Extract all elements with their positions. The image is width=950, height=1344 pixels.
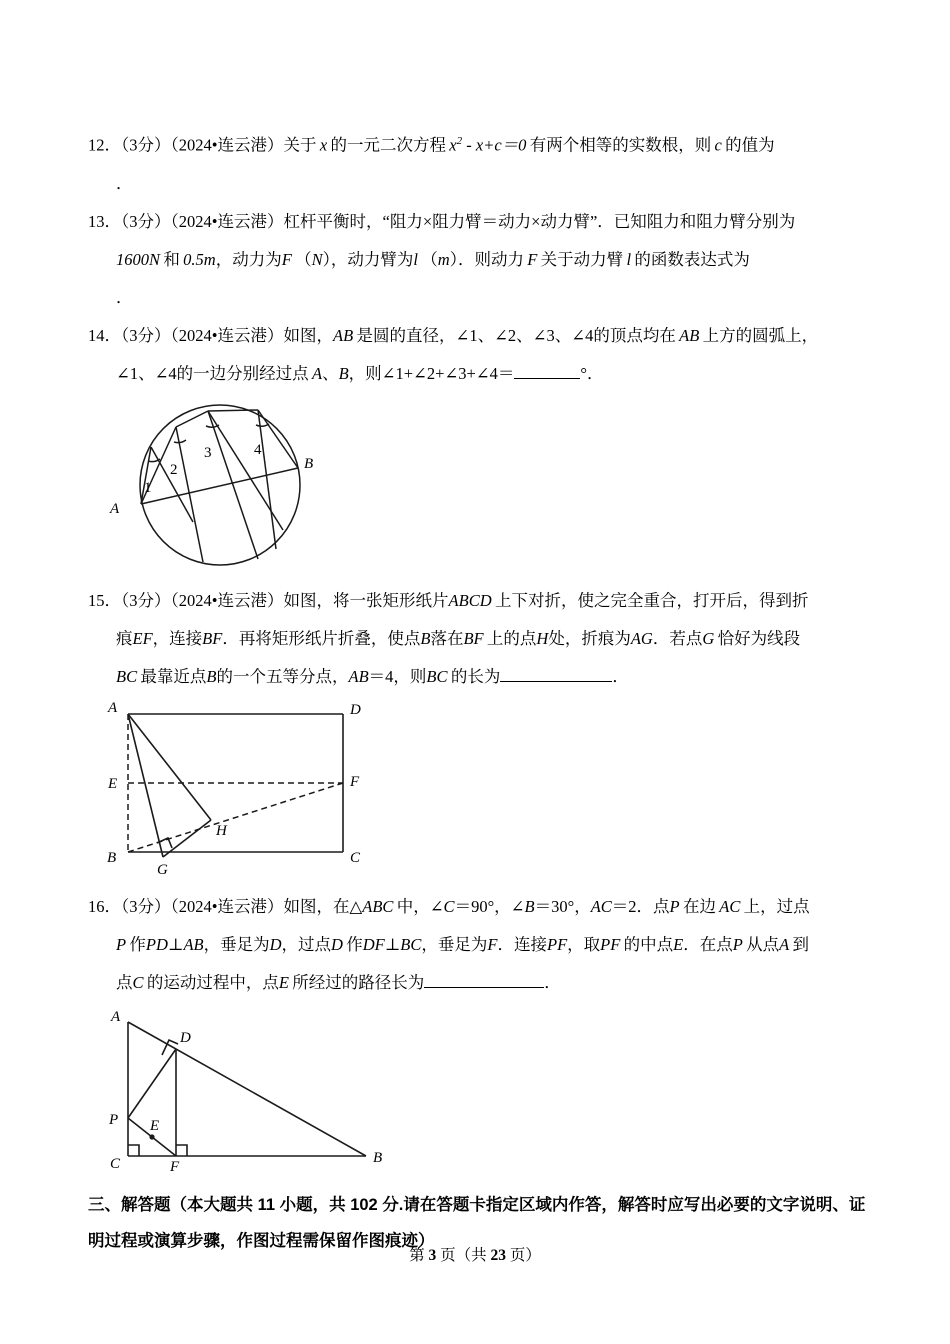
right-angle-mark-C [128,1145,139,1156]
rect-label-E: E [108,775,118,792]
question-15-text-line3-f: ． [612,666,629,686]
question-16-seg-AC: AC [590,896,612,916]
question-16-point-F: F [487,934,498,954]
circle-label-B: B [304,455,314,472]
question-12-source: （2024•连云港） [170,135,284,155]
question-12-score: （3分） [121,135,171,155]
rect-label-F: F [350,773,360,790]
question-16-point-P: P [669,896,680,916]
question-15-text-line2-a: 痕 [116,628,133,648]
question-13-var-F: F [281,249,292,269]
question-16-seg-PD: PD [145,934,168,954]
question-15-seg-EF: EF [132,628,153,648]
question-15-text-line2-h: 恰好为线段 [717,628,801,648]
question-16-angle-C: C [443,896,455,916]
page-footer [0,1243,950,1265]
question-15 [88,582,870,880]
question-14-number: 14． [88,325,121,345]
figure-folded-rectangle [98,702,870,880]
question-15-text-line2-e: 上的点 [486,628,537,648]
question-14-point-B: B [338,363,349,383]
midpoint-E-dot [149,1134,154,1139]
question-16-point-A: A [779,934,790,954]
figure-circle-inscribed-angles [98,399,870,574]
question-14-text-line2-c: ，则∠1+∠2+∠3+∠4＝ [348,363,515,383]
question-13-text-l: ）．则动力 [449,249,524,269]
question-16-text-line2-b: ⊥ [167,934,184,954]
question-16-text-b: 中，∠ [396,896,444,916]
question-16-point-E2: E [278,972,289,992]
question-13-score: （3分） [121,211,171,231]
tri-label-A: A [111,1008,121,1025]
question-16-point-P2: P [732,934,743,954]
question-15-seg-BC2: BC [426,666,448,686]
question-16-text-line3-d: ． [544,972,561,992]
question-15-body [88,582,870,696]
question-15-seg-BF: BF [202,628,223,648]
question-16-text-line3-a: 点 [116,972,133,992]
triangle-diagram-svg [98,1008,408,1173]
question-15-text-a: 如图，将一张矩形纸片 [283,590,449,610]
tri-label-B: B [373,1149,383,1166]
question-13-unit-N: N [311,249,323,269]
tri-label-E: E [150,1117,160,1134]
question-14 [88,317,870,574]
question-16-number: 16． [88,896,121,916]
side-AB [128,1022,366,1156]
rect-label-G: G [157,861,168,878]
question-16-seg-AC2: AC [719,896,741,916]
question-13-var-F2: F [527,249,538,269]
question-16-seg-PF: PF [546,934,568,954]
question-16-seg-AB: AB [183,934,204,954]
question-16-text-line2-a: 作 [129,934,146,954]
question-14-text-a: 如图， [283,325,334,345]
question-15-text-line3-d: ＝4，则 [368,666,427,686]
question-16-text-line2-m: 到 [792,934,810,954]
circle-label-angle2: 2 [170,461,178,478]
question-16-score: （3分） [121,896,171,916]
question-16 [88,888,870,1173]
question-12-text-a: 关于 [283,135,317,155]
footer-middle: 页（共 [440,1247,487,1264]
question-13-value-arm: 0.5m [183,249,216,269]
question-13-text-j: （ [421,249,438,269]
question-12 [88,122,870,203]
question-16-text-line2-d: ，过点 [281,934,332,954]
question-12-text-c: 有两个相等的实数根，则 [529,135,712,155]
question-16-text-a: 如图，在△ [283,896,363,916]
question-16-text-line2-k: ．在点 [683,934,733,954]
question-16-point-C: C [132,972,144,992]
chord-angle4-side2 [258,410,276,549]
tri-label-D: D [180,1029,191,1046]
question-13-answer-line: ． [116,287,133,307]
question-13-text-h: ），动力臂为 [322,249,414,269]
question-16-point-P-line2: P [116,934,127,954]
question-12-number: 12． [88,135,121,155]
question-16-text-d: ＝30°， [534,896,591,916]
question-16-angle-B: B [524,896,535,916]
question-14-text-line2-a: ∠1、∠4的一边分别经过点 [116,363,309,383]
question-12-var-x: x [319,135,328,155]
question-16-text-line2-i: ，取 [567,934,601,954]
circle-diagram-svg [98,399,368,574]
tri-label-P: P [109,1111,119,1128]
question-16-point-D: D [269,934,282,954]
question-15-text-line3-c: 的一个五等分点， [216,666,349,686]
rectangle-diagram-svg [98,702,388,880]
question-13-value-force: 1600N [116,249,161,269]
question-14-answer-blank[interactable] [514,378,580,379]
question-12-text-b: 的一元二次方程 [330,135,446,155]
chord-angle3-base [176,411,208,427]
diameter-AB [141,468,298,504]
question-15-number: 15． [88,590,121,610]
question-15-text-line2-b: ，连接 [152,628,203,648]
question-13-body [88,203,870,317]
question-15-text-line2-d: 落在 [430,628,464,648]
question-15-score: （3分） [121,590,171,610]
question-16-source: （2024•连云港） [170,896,284,916]
question-16-seg-PF2: PF [600,934,621,954]
question-15-text-line2-f: 处，折痕为 [548,628,631,648]
question-16-text-line3-b: 的运动过程中，点 [146,972,279,992]
footer-page-number: 3 [428,1247,437,1264]
question-12-var-c: c [714,135,722,155]
question-13-var-l: l [413,249,418,269]
question-13 [88,203,870,317]
arc-chord-top [208,410,258,411]
section-heading-line2: 明过程或演算步骤，作图过程需保留作图痕迹） [88,1231,435,1250]
question-13-text-d: ，动力为 [215,249,282,269]
question-15-seg-BF2: BF [463,628,484,648]
page-content [88,122,870,1259]
question-16-text-line2-h: ．连接 [497,934,547,954]
circle-label-angle3: 3 [204,444,212,461]
question-15-point-G: G [702,628,715,648]
circle-label-angle4: 4 [254,441,262,458]
question-12-expr-base: x [449,135,457,155]
circle-label-angle1: 1 [144,479,152,496]
question-15-point-H: H [536,628,549,648]
question-13-text-line1: 杠杆平衡时，“阻力×阻力臂＝动力×动力臂”．已知阻力和阻力臂分别为 [283,211,796,231]
question-16-point-D2: D [331,934,343,954]
question-15-text-b: 上下对折，使之完全重合，打开后，得到折 [494,590,809,610]
footer-prefix: 第 [409,1247,425,1264]
question-13-number: 13． [88,211,121,231]
question-15-point-B: B [420,628,431,648]
question-13-text-n: 关于动力臂 [540,249,624,269]
question-16-text-line3-c: 所经过的路径长为 [292,972,425,992]
question-16-seg-DF: DF [362,934,385,954]
question-13-text-p: 的函数表达式为 [634,249,750,269]
question-12-body [88,122,870,203]
question-16-body [88,888,870,1002]
angle2-arc [174,440,186,443]
question-12-expr-exponent: 2 [456,135,463,147]
angle4-arc [256,424,269,426]
circle-label-A: A [110,500,120,517]
footer-suffix: 页） [509,1247,541,1264]
question-14-score: （3分） [121,325,171,345]
question-15-seg-AB: AB [348,666,369,686]
question-16-text-g: 上，过点 [743,896,810,916]
question-15-text-line3-e: 的长为 [450,666,501,686]
question-14-source: （2024•连云港） [170,325,284,345]
chord-angle3-side1 [208,411,258,559]
rect-label-C: C [350,849,361,866]
question-16-text-line2-l: 从点 [746,934,780,954]
question-15-text-line2-c: ．再将矩形纸片折叠，使点 [222,628,421,648]
rect-label-D: D [350,701,361,718]
right-angle-mark-F [176,1145,187,1156]
question-15-point-B2: B [206,666,217,686]
rect-label-A: A [108,701,118,716]
question-15-seg-AG: AG [630,628,653,648]
rect-label-H: H [216,822,227,839]
question-16-text-c: ＝90°，∠ [454,896,525,916]
question-15-seg-BC: BC [116,666,138,686]
question-15-text-line3-b: 最靠近点 [140,666,207,686]
question-14-point-A: A [311,363,323,383]
chord-angle1-side2 [151,447,193,522]
question-14-text-line2-b: 、 [322,363,339,383]
footer-total-pages: 23 [490,1247,506,1264]
question-16-text-e: ＝2．点 [611,896,670,916]
question-16-seg-BC: BC [400,934,422,954]
question-16-point-E: E [673,934,684,954]
question-13-text-f: （ [295,249,312,269]
question-13-var-l2: l [626,249,632,269]
question-13-source: （2024•连云港） [170,211,284,231]
tri-label-F: F [170,1158,180,1173]
question-14-seg-AB2: AB [679,325,700,345]
question-16-text-line2-c: ，垂足为 [203,934,270,954]
question-12-expr-rest: - x+c＝0 [462,135,527,155]
question-13-unit-m: m [437,249,450,269]
section-heading-line1: 三、解答题（本大题共 11 小题，共 102 分.请在答题卡指定区域内作答，解答时应写出必要的文字说明、证 [88,1195,866,1214]
question-15-text-line2-g: ．若点 [652,628,703,648]
question-15-answer-blank[interactable] [500,681,612,682]
question-16-text-line2-f: ⊥ [384,934,401,954]
question-16-answer-blank[interactable] [424,987,544,988]
question-16-text-f: 在边 [682,896,716,916]
segment-PD [128,1049,176,1118]
question-14-text-c: 上方的圆弧上， [702,325,819,345]
figure-right-triangle [98,1008,870,1173]
question-16-text-line2-g: ，垂足为 [421,934,488,954]
question-14-body [88,317,870,393]
question-12-answer-line: ． [116,173,133,193]
question-16-text-line2-j: 的中点 [623,934,674,954]
question-14-text-b: 是圆的直径，∠1、∠2、∠3、∠4的顶点均在 [356,325,676,345]
question-15-rect-ABCD: ABCD [448,590,492,610]
question-13-text-b: 和 [163,249,180,269]
question-15-source: （2024•连云港） [170,590,284,610]
question-16-text-line2-e: 作 [346,934,363,954]
tri-label-C: C [110,1155,121,1172]
rect-label-B: B [107,849,117,866]
question-14-seg-AB: AB [333,325,354,345]
question-12-text-d: 的值为 [725,135,775,155]
question-16-tri-ABC: ABC [362,896,394,916]
question-14-text-line2-d: °． [580,363,604,383]
